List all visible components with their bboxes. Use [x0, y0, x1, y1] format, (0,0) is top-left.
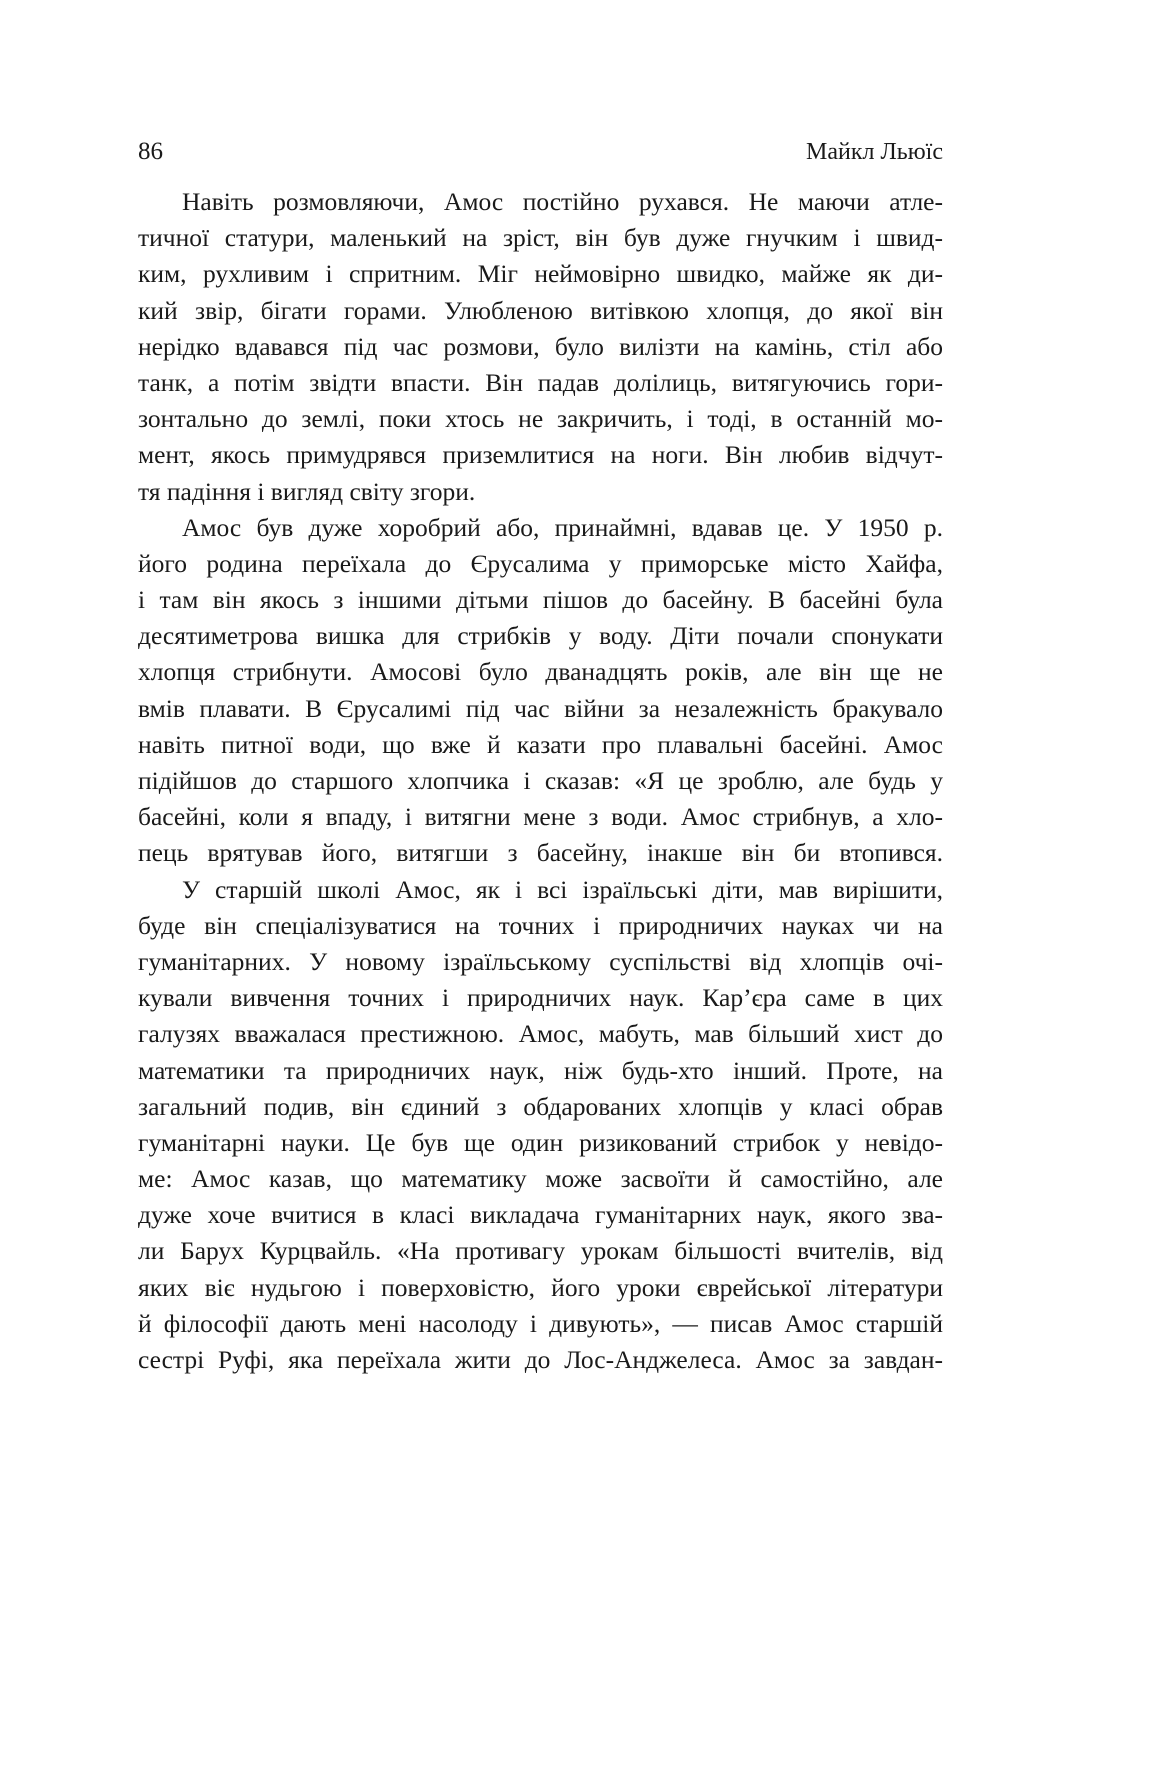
text-line: зонтально до землі, поки хтось не закричить, і тоді, в останній мо-	[138, 404, 943, 434]
paragraph-3	[138, 872, 943, 1379]
text-line: галузях вважалася престижною. Амос, мабуть, мав більший хист до	[138, 1019, 943, 1049]
text-line: десятиметрова вишка для стрибків у воду. Діти почали спонукати	[138, 621, 943, 651]
text-line: яких віє нудьгою і поверховістю, його уроки єврейської літератури	[138, 1272, 943, 1302]
text-line: кували вивчення точних і природничих наук. Кар’єра саме в цих	[138, 983, 943, 1013]
text-line: ме: Амос казав, що математику може засвоїти й самостійно, але	[138, 1164, 943, 1194]
text-line: навіть питної води, що вже й казати про плавальні басейні. Амос	[138, 729, 943, 759]
text-line: басейні, коли я впаду, і витягни мене з води. Амос стрибнув, а хло-	[138, 802, 943, 832]
text-line: сестрі Руфі, яка переїхала жити до Лос-Анджелеса. Амос за завдан-	[138, 1345, 943, 1374]
text-line: гуманітарних. У новому ізраїльському суспільстві від хлопців очі-	[138, 946, 943, 976]
paragraph-1	[138, 184, 943, 510]
text-line: тичної статури, маленький на зріст, він був дуже гнучким і швид-	[138, 223, 943, 253]
text-line: Амос був дуже хоробрий або, принаймні, вдавав це. У 1950 р.	[182, 512, 943, 542]
text-line: кий звір, бігати горами. Улюбленою витівкою хлопця, до якої він	[138, 295, 943, 325]
text-line: вмів плавати. В Єрусалимі під час війни за незалежність бракувало	[138, 693, 943, 723]
text-line: його родина переїхала до Єрусалима у приморське місто Хайфа,	[138, 548, 943, 578]
text-line: пець врятував його, витягши з басейну, інакше він би втопився.	[138, 838, 943, 868]
text-line: дуже хоче вчитися в класі викладача гуманітарних наук, якого зва-	[138, 1200, 943, 1230]
body-text	[138, 184, 943, 1378]
running-head-author: Майкл Льюїс	[806, 139, 943, 165]
text-line: математики та природничих наук, ніж будь-хто інший. Проте, на	[138, 1055, 943, 1085]
text-line: нерідко вдавався під час розмови, було вилізти на камінь, стіл або	[138, 331, 943, 361]
text-line: мент, якось примудрявся приземлитися на ноги. Він любив відчут-	[138, 440, 943, 470]
paragraph-2	[138, 510, 943, 872]
text-line: танк, а потім звідти впасти. Він падав долілиць, витягуючись гори-	[138, 367, 943, 397]
text-line: тя падіння і вигляд світу згори.	[138, 476, 476, 506]
running-header	[138, 137, 943, 167]
text-line: гуманітарні науки. Це був ще один ризикований стрибок у невідо-	[138, 1127, 943, 1157]
text-line: хлопця стрибнути. Амосові було дванадцять років, але він ще не	[138, 657, 943, 687]
text-line: Навіть розмовляючи, Амос постійно рухався. Не маючи атле-	[182, 187, 943, 216]
text-line: і там він якось з іншими дітьми пішов до басейну. В басейні була	[138, 585, 943, 615]
text-line: загальний подив, він єдиний з обдарованих хлопців у класі обрав	[138, 1091, 943, 1121]
text-line: підійшов до старшого хлопчика і сказав: «Я це зроблю, але будь у	[138, 766, 943, 795]
text-line: ким, рухливим і спритним. Міг неймовірно швидко, майже як ди-	[138, 259, 943, 289]
page-number: 86	[138, 138, 163, 165]
text-line: У старшій школі Амос, як і всі ізраїльські діти, мав вирішити,	[182, 874, 943, 904]
text-line: ли Барух Курцвайль. «На противагу урокам більшості вчителів, від	[138, 1236, 943, 1266]
text-line: й філософії дають мені насолоду і дивують», — писав Амос старшій	[138, 1308, 943, 1338]
text-line: буде він спеціалізуватися на точних і природничих науках чи на	[138, 910, 943, 940]
